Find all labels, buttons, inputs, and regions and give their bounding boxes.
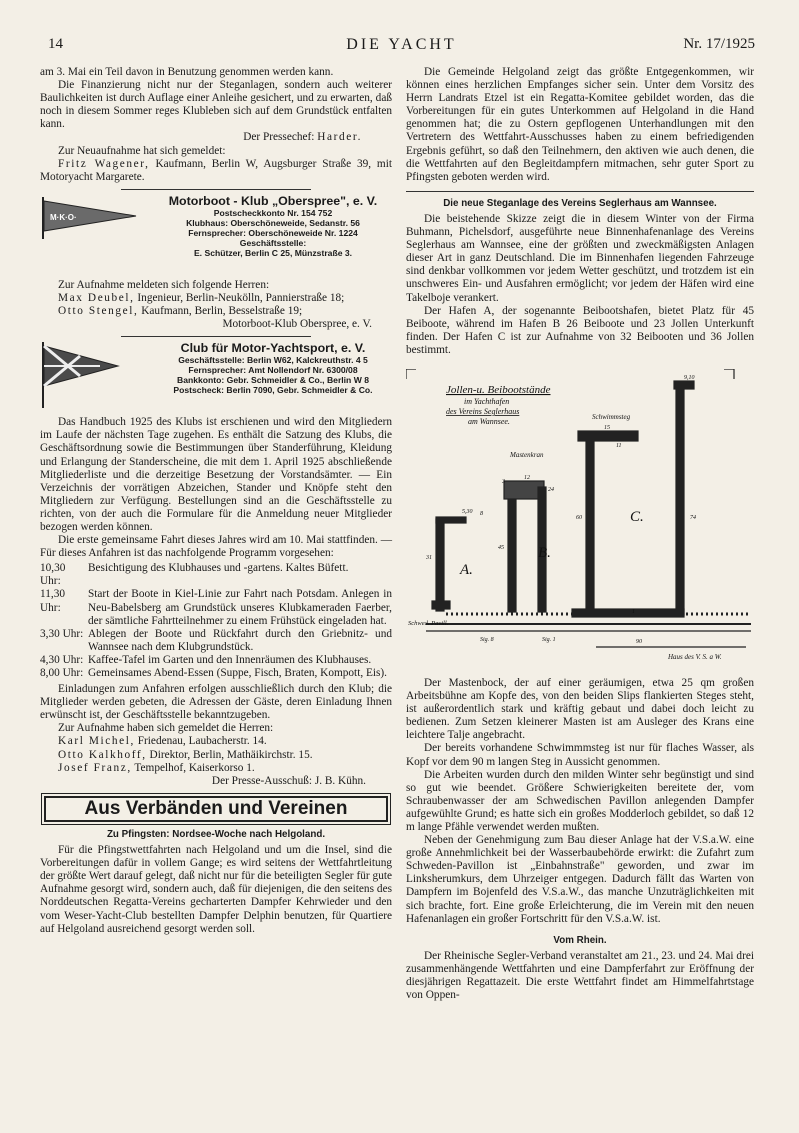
paragraph: Einladungen zum Anfahren erfolgen ausschließlich durch den Klub; die Mitglieder werden gebeten, die Adressen der Gäste, deren Einladung Ihnen erwünscht ist, der Geschäftsstelle bekanntzugeben. <box>40 683 392 722</box>
divider <box>121 189 311 190</box>
signature: Der Presse-Ausschuß: J. B. Kühn. <box>211 774 366 787</box>
label-hafen-c: C. <box>630 508 644 525</box>
club-info <box>158 342 388 395</box>
magazine-title: DIE YACHT <box>346 36 457 53</box>
issue-number: Nr. 17/1925 <box>683 36 755 52</box>
label-schwimmsteg: Schwimmsteg <box>592 412 631 421</box>
section-heading: Vom Rhein. <box>553 934 607 946</box>
figure-title: Jollen-u. Beibootstände <box>446 383 551 396</box>
schedule-item: 11,30 Uhr: Start der Boote in Kiel-Linie zur Fahrt nach Potsdam. Anlegen in Neu-Babelsberg am Grundstück unseres Klubkameraden Faerber, der sämtliche Fahrtteilnehmer zu einem Frühstück eingeladen hat. <box>40 588 392 627</box>
svg-text:74: 74 <box>690 514 696 521</box>
svg-text:31: 31 <box>426 554 432 561</box>
svg-text:15: 15 <box>604 424 610 431</box>
club-oberspree <box>40 195 392 279</box>
svg-text:3: 3 <box>502 478 505 485</box>
paragraph: Die beistehende Skizze zeigt die in diesem Winter von der Firma Buhmann, Pichelsdorf, ausgeführte neue Binnenhafenanlage des Vereins Seglerhaus am Wannsee, eine der größten und zweckmäßigsten Anlagen dieser Art in ganz Deutschland. Die im Binnenhafen liegenden Fahrzeuge sind denkbar vollkommen vor jedem Wetter geschützt, und trotzdem ist ein unschweres Ein- und Ausfahren ermöglicht; vor jedem der Häfen wird eine Takelboje verankert. <box>406 212 754 304</box>
paragraph: Neben der Genehmigung zum Bau dieser Anlage hat der V.S.a.W. eine große Annehmlichkeit bei der Wasserbaubehörde erwirkt: die Zufahrt zum Schweden-Pavillon ist „Einbahnstraße" geworden, und zwar im Linksherumkurs, dem Uhrzeiger entgegen. Dadurch fällt das Warten von Dampfern im Bojenfeld des V.S.a.W., das manche Unzuträglichkeiten mit sich brachte, fort. Eine große Erleichterung, die im Verein mit den neuen Hafenanlagen ein großer Fortschritt für den V.S.a.W. ist. <box>406 834 754 925</box>
svg-text:im Yachthafen: im Yachthafen <box>464 396 510 406</box>
paragraph: Die Finanzierung nicht nur der Steganlagen, sondern auch weiterer Baulichkeiten ist durch Auflage einer Anleihe gesichert, und zu erwarten, daß noch in diesem Sommer reges Klubleben sich auf dem Grundstück entfalten kann. <box>40 79 392 131</box>
pennant-flag-cross-icon <box>40 342 120 412</box>
right-column <box>406 66 754 1002</box>
paragraph: Die Arbeiten wurden durch den milden Winter sehr begünstigt und sind so gut wie beendet. Größere Schwierigkeiten bereitete der, vom Schraubenwasser der am Schwedischen Pavillon anlegenden Dampfer aufgewühlte Grund; es hatte sich ein großes Modderloch gebildet, so daß 12 m lange Pfähle verwendet werden mußten. <box>406 768 754 833</box>
label-mastenkran: Mastenkran <box>510 450 544 459</box>
page-number: 14 <box>48 36 63 52</box>
club-details: Postscheckkonto Nr. 154 752 Klubhaus: Oberschöneweide, Sedanstr. 56 Fernsprecher: Oberschöneweide Nr. 1224 Geschäftsstelle: E. Schützer, Berlin C 25, Münzstraße 3. <box>186 207 360 258</box>
member-entry: Otto Kalkhoff, Direktor, Berlin, Mathäikirchstr. 15. <box>58 748 313 761</box>
section-heading: Zu Pfingsten: Nordsee-Woche nach Helgoland. <box>106 828 326 840</box>
paragraph: Die Gemeinde Helgoland zeigt das größte Entgegenkommen, wir können eines herzlichen Empfanges sicher sein. Unter dem Vorsitz des Herrn Landrats Etzel ist ein Regatta-Komitee gebildet worden, das die Vorbereitungen für ein gutes Unterkommen auf Helgoland in die Hand genommen hat; die zu Ostern gepflogenen Unterhandlungen mit den Vertretern des Wettfahrt-Ausschusses haben zu einem befriedigenden Ergebnis geführt, so daß den Teilnehmern, den aktiven wie auch denen, die die Wettfahrten auf den Begleitdampfern mitmachen, sehr guter Sport zu Pfingsten geboten werden wird. <box>406 66 754 183</box>
harbor-plan-drawing <box>406 369 754 671</box>
svg-text:45: 45 <box>498 544 504 551</box>
svg-text:M·K·O·: M·K·O· <box>50 212 77 222</box>
svg-text:am Wannsee.: am Wannsee. <box>468 416 510 426</box>
paragraph: Die erste gemeinsame Fahrt dieses Jahres wird am 10. Mai stattfinden. — Für dieses Anfahren ist das nachfolgende Programm vorgesehen: <box>40 534 392 560</box>
club-name: Club für Motor-Yachtsport, e. V. <box>180 341 366 356</box>
paragraph: Der Rheinische Segler-Verband veranstaltet am 21., 23. und 24. Mai drei zusammenhängende Wettfahrten und eine Dampferfahrt zur Eröffnung der diesjährigen Regattazeit. Die erste Wettfahrt findet am Himmelfahrtstage von Oppen- <box>406 949 754 1002</box>
svg-text:90: 90 <box>636 638 642 645</box>
paragraph: Zur Aufnahme meldeten sich folgende Herren: <box>58 278 270 291</box>
label-schwed-pavill: Schwed. Pavill. <box>408 619 449 627</box>
club-info <box>158 195 388 258</box>
member-entry: Josef Franz, Tempelhof, Kaiserkorso 1. <box>58 761 255 774</box>
club-name: Motorboot - Klub „Oberspree", e. V. <box>168 193 378 208</box>
paragraph: Der Mastenbock, der auf einer geräumigen, etwa 25 qm großen Arbeitsbühne am Kopfe des, von den beiden Slips flankierten Steges steht, ist außerordentlich stark und kräftig gebaut und dabei doch leicht zu bedienen. Zum Setzen kleinerer Masten ist am Ausleger des Krans eine leichtere Talje angebracht. <box>406 676 754 742</box>
club-details: Geschäftsstelle: Berlin W62, Kalckreuthstr. 4 5 Fernsprecher: Amt Nollendorf Nr. 6300/08 Bankkonto: Gebr. Schmeidler & Co., Berlin W 8 Postscheck: Berlin 7090, Gebr. Schmeidler & Co. <box>173 355 373 396</box>
paragraph: am 3. Mai ein Teil davon in Benutzung genommen werden kann. <box>40 66 334 78</box>
schedule-item: 10,30 Uhr: Besichtigung des Klubhauses und -gartens. Kaltes Büfett. <box>40 562 349 588</box>
svg-text:24: 24 <box>548 486 554 493</box>
svg-text:Sig. 8: Sig. 8 <box>480 636 494 643</box>
svg-text:60: 60 <box>576 514 582 521</box>
divider <box>121 336 311 337</box>
svg-text:des Vereins Seglerhaus: des Vereins Seglerhaus <box>446 406 520 416</box>
pennant-flag-mko-icon <box>40 195 140 243</box>
member-entry: Otto Stengel, Kaufmann, Berlin, Besselstraße 19; <box>58 305 303 318</box>
member-entry: Karl Michel, Friedenau, Laubacherstr. 14. <box>58 735 267 748</box>
section-banner: Aus Verbänden und Vereinen <box>44 796 388 822</box>
svg-text:1: 1 <box>632 608 635 615</box>
svg-text:5,30: 5,30 <box>462 508 473 515</box>
schedule-item: 3,30 Uhr: Ablegen der Boote und Rückfahrt durch den Griebnitz- und Wannsee nach dem Klubgrundstück. <box>40 627 392 653</box>
signature: Der Pressechef: Harder. <box>243 131 362 144</box>
svg-text:Sig. 1: Sig. 1 <box>542 636 556 643</box>
paragraph: Zur Neuaufnahme hat sich gemeldet: <box>58 144 226 157</box>
label-hafen-b: B. <box>538 544 551 561</box>
member-entry: Max Deubel, Ingenieur, Berlin-Neukölln, Pannierstraße 18; <box>58 291 345 304</box>
club-motor-yachtsport <box>40 342 392 416</box>
svg-text:8: 8 <box>480 510 483 517</box>
paragraph: Zur Aufnahme haben sich gemeldet die Herren: <box>58 722 274 735</box>
svg-text:12: 12 <box>524 474 530 481</box>
paragraph: Für die Pfingstwettfahrten nach Helgoland und um die Insel, sind die Vorbereitungen dafür in vollem Gange; es wird seitens der Wettfahrtleitung der größte Wert darauf gelegt, daß nicht nur für die beteiligten Segler für gute Aufnahme gesorgt wird, sondern auch, daß für diejenigen, die den seitens des Norddeutschen Regatta-Vereins gecharterten Dampfer Kehrwieder und den vom Weser-Yacht-Club bestellten Dampfer Delphin benutzen, für Quartiere auf Helgoland ausreichend gesorgt werden soll. <box>40 844 392 935</box>
harbor-plan-figure <box>406 369 754 671</box>
signature: Motorboot-Klub Oberspree, e. V. <box>222 318 372 331</box>
schedule-item: 4,30 Uhr: Kaffee-Tafel im Garten und den Innenräumen des Klubhauses. <box>40 653 372 666</box>
label-haus: Haus des V. S. a W. <box>668 652 722 661</box>
label-hafen-a: A. <box>460 561 473 578</box>
paragraph: Der Hafen A, der sogenannte Beibootshafen, bietet Platz für 45 Beiboote, während im Hafen B 26 Beiboote und 23 Jollen Unterkunft finden. Der Hafen C ist zur Aufnahme von 32 Beibooten und 36 Jollen bestimmt. <box>406 304 754 356</box>
member-entry: Fritz Wagener, Kaufmann, Berlin W, Augsburger Straße 39, mit Motoryacht Margarete. <box>40 157 393 183</box>
page-header <box>48 36 755 60</box>
section-heading: Die neue Steganlage des Vereins Seglerhaus am Wannsee. <box>443 197 717 209</box>
paragraph: Der bereits vorhandene Schwimmmsteg ist nur für flaches Wasser, als Kopf vor dem 90 m langen Steg in Aussicht genommen. <box>406 742 754 768</box>
divider <box>406 191 754 192</box>
svg-text:11: 11 <box>616 442 622 449</box>
svg-text:9,10: 9,10 <box>684 374 695 381</box>
schedule <box>40 562 392 680</box>
left-column <box>40 66 392 936</box>
paragraph: Das Handbuch 1925 des Klubs ist erschienen und wird den Mitgliedern im Laufe der nächsten Tage zugehen. Es enthält die Satzung des Klubs, die Geschäftsordnung sowie die Bestimmungen über Standerführung, Kleidung und Erlangung der Standerscheine, die mit dem 1. April 1925 abschließende Mitgliederliste und die derzeitige Besetzung der Vorstandsämter. — Ein Verzeichnis der vorrätigen Abzeichen, Stander und Knöpfe steht den Mitgliedern zur Verfügung. Bestellungen sind an die Geschäftsstelle zu richten, von der auch die Formulare für die Anmeldung neuer Mitglieder bezogen werden können. <box>40 416 392 533</box>
schedule-item: 8,00 Uhr: Gemeinsames Abend-Essen (Suppe, Fisch, Braten, Kompott, Eis). <box>40 667 388 679</box>
